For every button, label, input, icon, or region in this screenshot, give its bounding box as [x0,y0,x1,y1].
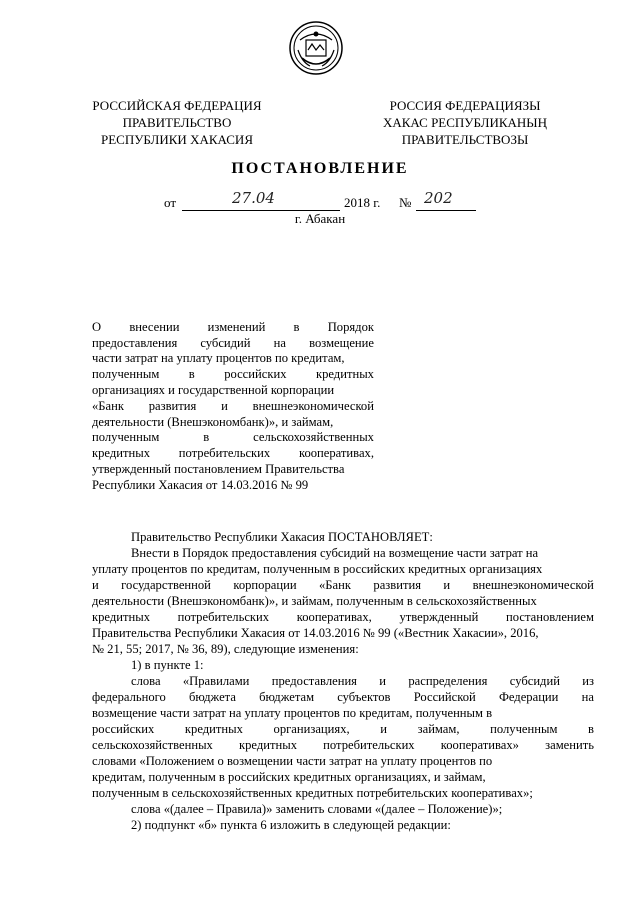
body-line-word: бюджетам [259,690,315,704]
document-title: ПОСТАНОВЛЕНИЕ [231,160,409,177]
body-line-word: и [92,578,99,592]
body-line [131,818,594,833]
subject-line-word: полученным [92,430,160,444]
subject-line-word: О [92,320,102,334]
subject-line-word: сельскохозяйственных [253,430,374,444]
body-line-word: корпорации [233,578,297,592]
body-line-word: развития [373,578,421,592]
body-line-word: кооперативах» [440,738,519,752]
subject-line [92,415,374,430]
header-right-line: РОССИЯ ФЕДЕРАЦИЯЗЫ [389,98,541,113]
subject-line [92,336,374,351]
body-line [92,610,594,625]
coat-of-arms-emblem [288,20,344,76]
subject-line-word: Республики Хакасия от 14.03.2016 № 99 [92,478,309,492]
subject-line [92,478,374,493]
subject-line [92,320,374,335]
subject-line-word: субсидий [200,336,251,350]
header-right-line: ХАКАС РЕСПУБЛИКАНЫҢ [382,115,548,130]
body-line-word: словами «Положением о возмещении части затрат на уплату процентов по [92,754,493,768]
body-line-word: слова [131,674,161,688]
body-line-word: деятельности (Внешэкономбанк)», и займам, полученным в сельскохозяйственных [92,594,537,608]
city-name: г. Абакан [294,211,346,226]
body-line-word: потребительских [177,610,270,624]
body-line-word: «Банк [319,578,351,592]
subject-line-word: и [221,399,228,413]
header-left-line: ПРАВИТЕЛЬСТВО [122,115,232,130]
subject-line-word: внешнеэкономической [252,399,374,413]
body-line-word: Российской [413,690,476,704]
subject-line-word: на [273,336,286,350]
body-line-word: Правительства Республики Хакасия от 14.03.2016 № 99 («Вестник Хакасии», 2016, [92,626,539,640]
body-line-word: заменить [545,738,594,752]
body-line-word: кооперативах, [296,610,372,624]
subject-line-word: части затрат на уплату процентов по кредитам, [92,351,345,365]
body-line-word: кредитных [239,738,297,752]
subject-line-word: развития [148,399,197,413]
subject-line-word: кредитных [315,367,374,381]
body-line-word: организациях, [273,722,350,736]
header-left-line: РЕСПУБЛИКИ ХАКАСИЯ [100,132,253,147]
subject-line-word: «Банк [92,399,124,413]
subject-line [92,383,374,398]
year-text: 2018 г. [344,195,381,210]
subject-line-word: деятельности (Внешэкономбанк)», и займам, [92,415,334,429]
body-line-word: возмещение части затрат на уплату процентов по кредитам, полученным в [92,706,493,720]
body-line [131,658,594,673]
body-line-word: распределения [408,674,488,688]
body-line-word: и [379,674,387,688]
body-line-word: кредитных [184,722,243,736]
body-line-word: предоставления [271,674,357,688]
header-right [355,97,575,148]
subject-line-word: кредитных [92,446,150,460]
body-line-word: Внести в Порядок предоставления субсидий на возмещение части затрат на [131,546,539,560]
body-line-word: постановлением [506,610,594,624]
body-line-word: и [443,578,451,592]
body-line-word: субъектов [337,690,391,704]
subject-line-word: организациях и государственной корпорации [92,383,335,397]
body-line-word: полученным [490,722,558,736]
subject-line-word: возмещение [309,336,374,350]
body-line-word: слова «(далее – Правила)» заменить словами «(далее – Положение)»; [131,802,503,816]
body-line-word: «Правилами [182,674,250,688]
body-line [92,562,594,577]
body-line-word: потребительских [323,738,415,752]
subject-line-word: в [203,430,210,444]
body-line-word: займам, [417,722,460,736]
subject-line [92,430,374,445]
number-handwritten: 202 [424,189,453,207]
date-handwritten: 27.04 [232,189,275,207]
subject-line [92,351,374,366]
body-line [92,722,594,737]
body-line [92,754,594,769]
number-sign: № [399,195,412,210]
body-line-word: кредитам, полученным в российских кредитных организациях, и займам, [92,770,486,784]
body-line [131,546,594,561]
subject-line-word: предоставления [92,336,178,350]
body-line [92,594,594,609]
body-line-word: в [588,722,594,736]
body-line-word: федерального [92,690,166,704]
body-line [92,786,594,801]
header-left-line: РОССИЙСКАЯ ФЕДЕРАЦИЯ [92,98,262,113]
body-line-word: внешнеэкономической [472,578,594,592]
body-line [131,530,594,545]
subject-line [92,462,374,477]
header-left [72,97,282,148]
body-line-word: субсидий [509,674,560,688]
body-line [92,738,594,753]
subject-line-word: Порядок [327,320,374,334]
body-line [92,770,594,785]
body-line-word: Правительство Республики Хакасия ПОСТАНОВЛЯЕТ: [131,530,433,544]
date-prefix: от [164,195,177,210]
body-line [131,674,594,689]
body-line [92,690,594,705]
body-line [92,626,594,641]
body-line [92,578,594,593]
body-line-word: полученным в сельскохозяйственных кредитных потребительских кооперативах»; [92,786,533,800]
body-line-word: 1) в пункте 1: [131,658,204,672]
subject-line [92,367,374,382]
body-line-word: российских [92,722,155,736]
subject-line [92,399,374,414]
subject-line [92,446,374,461]
body-line-word: сельскохозяйственных [92,738,213,752]
subject-line-word: российских [224,367,287,381]
body-line-word: государственной [121,578,211,592]
subject-line-word: в [188,367,195,381]
body-line-word: уплату процентов по кредитам, полученным в российских кредитных организациях [92,562,543,576]
subject-line-word: в [293,320,300,334]
body-line-word: Федерации [498,690,559,704]
body-line-word: 2) подпункт «б» пункта 6 изложить в следующей редакции: [131,818,451,832]
body-line [92,642,594,657]
subject-line-word: изменений [207,320,266,334]
body-line-word: и [380,722,388,736]
body-line [131,802,594,817]
body-line-word: утвержденный [399,610,479,624]
subject-line-word: полученным [92,367,160,381]
body-line-word: на [581,690,594,704]
body-line [92,706,594,721]
header-right-line: ПРАВИТЕЛЬСТВОЗЫ [401,132,529,147]
subject-line-word: кооперативах, [298,446,374,460]
subject-line-word: утвержденный постановлением Правительства [92,462,345,476]
body-line-word: из [582,674,594,688]
subject-line-word: потребительских [178,446,271,460]
body-line-word: кредитных [92,610,150,624]
body-line-word: № 21, 55; 2017, № 36, 89), следующие изменения: [92,642,359,656]
body-line-word: бюджета [188,690,236,704]
subject-line-word: внесении [129,320,180,334]
